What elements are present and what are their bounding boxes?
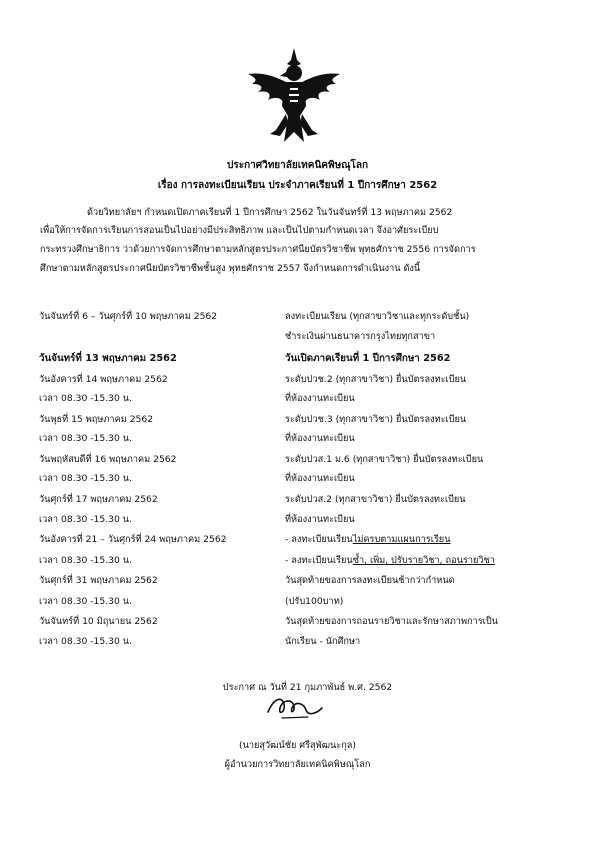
schedule-date: วันจันทร์ที่ 6 – วันศุกร์ที่ 10 พฤษภาคม 2562 bbox=[39, 311, 218, 322]
schedule-time: เวลา 08.30 -15.30 น. bbox=[39, 636, 132, 647]
schedule-date: วันจันทร์ที่ 13 พฤษภาคม 2562 bbox=[39, 353, 177, 364]
signature-icon bbox=[260, 690, 330, 724]
schedule-activity: ระดับปวช.3 (ทุกสาขาวิชา) ยื่นบัตรลงทะเบียน bbox=[285, 414, 467, 425]
schedule-row bbox=[0, 372, 595, 392]
announcement-subject: เรื่อง การลงทะเบียนเรียน ประจำภาคเรียนที่ 1 ปีการศึกษา 2562 bbox=[157, 180, 438, 191]
activity-underlined: ซ้ำ, เพิ่ม, ปรับรายวิชา, ถอนรายวิชา bbox=[352, 555, 495, 566]
schedule-date: วันศุกร์ที่ 17 พฤษภาคม 2562 bbox=[39, 494, 158, 505]
intro-line-4: ศึกษาตามหลักสูตรประกาศนียบัตรวิชาชีพชั้นสูง พุทธศักราช 2557 จึงกำหนดการดำเนินงาน ดังนี้ bbox=[40, 263, 421, 274]
schedule-row bbox=[0, 573, 595, 593]
schedule-row bbox=[0, 553, 595, 573]
schedule-activity: นักเรียน - นักศึกษา bbox=[285, 636, 361, 647]
announcement-title: ประกาศวิทยาลัยเทคนิคพิษณุโลก bbox=[226, 160, 368, 171]
schedule-activity: ระดับปวช.2 (ทุกสาขาวิชา) ยื่นบัตรลงทะเบียน bbox=[285, 374, 467, 385]
signer-name: (นายสุวัฒน์ชัย ศรีสุพัฒนะกุล) bbox=[238, 740, 356, 751]
schedule-activity: วันสุดท้ายของการลงทะเบียนช้ากว่ากำหนด bbox=[285, 575, 455, 586]
schedule-row bbox=[0, 532, 595, 552]
schedule-date: วันพุธที่ 15 พฤษภาคม 2562 bbox=[39, 414, 154, 425]
schedule-row bbox=[0, 471, 595, 491]
schedule-activity: ที่ห้องงานทะเบียน bbox=[285, 514, 355, 525]
schedule-activity: ระดับปวส.1 ม.6 (ทุกสาขาวิชา) ยื่นบัตรลงทะเบียน bbox=[285, 454, 484, 465]
schedule-row bbox=[0, 452, 595, 472]
schedule-row bbox=[0, 634, 595, 654]
schedule-date: วันศุกร์ที่ 31 พฤษภาคม 2562 bbox=[39, 575, 158, 586]
garuda-emblem-icon bbox=[234, 46, 354, 146]
schedule-time: เวลา 08.30 -15.30 น. bbox=[39, 433, 132, 444]
schedule-row bbox=[0, 391, 595, 411]
schedule-row bbox=[0, 492, 595, 512]
activity-prefix: - ลงทะเบียนเรียน bbox=[285, 555, 353, 566]
schedule-date: วันจันทร์ที่ 10 มิถุนายน 2562 bbox=[39, 616, 158, 627]
signer-position: ผู้อำนวยการวิทยาลัยเทคนิคพิษณุโลก bbox=[224, 759, 371, 770]
activity-underlined: ไม่ครบตามแผนการเรียน bbox=[352, 534, 451, 545]
schedule-date: วันอังคารที่ 14 พฤษภาคม 2562 bbox=[39, 374, 168, 385]
schedule-time: เวลา 08.30 -15.30 น. bbox=[39, 514, 132, 525]
schedule-date: วันอังคารที่ 21 – วันศุกร์ที่ 24 พฤษภาคม 2562 bbox=[39, 534, 227, 545]
schedule-row bbox=[0, 309, 595, 329]
schedule-activity: ที่ห้องงานทะเบียน bbox=[285, 433, 355, 444]
schedule-activity: ลงทะเบียนเรียน (ทุกสาขาวิชาและทุกระดับชั้น) bbox=[285, 311, 470, 322]
schedule-time: เวลา 08.30 -15.30 น. bbox=[39, 473, 132, 484]
schedule-row bbox=[0, 512, 595, 532]
schedule-row bbox=[0, 614, 595, 634]
schedule-time: เวลา 08.30 -15.30 น. bbox=[39, 555, 132, 566]
schedule-activity: ที่ห้องงานทะเบียน bbox=[285, 473, 355, 484]
schedule-row bbox=[0, 412, 595, 432]
announcement-date: ประกาศ ณ วันที่ 21 กุมภาพันธ์ พ.ศ. 2562 bbox=[222, 682, 393, 693]
schedule-time: เวลา 08.30 -15.30 น. bbox=[39, 393, 132, 404]
schedule-row bbox=[0, 351, 595, 371]
schedule-activity: ระดับปวส.2 (ทุกสาขาวิชา) ยื่นบัตรลงทะเบียน bbox=[285, 494, 466, 505]
schedule-activity: วันเปิดภาคเรียนที่ 1 ปีการศึกษา 2562 bbox=[285, 353, 451, 364]
schedule-activity: (ปรับ100บาท) bbox=[285, 596, 344, 607]
schedule-date: วันพฤหัสบดีที่ 16 พฤษภาคม 2562 bbox=[39, 454, 177, 465]
schedule-row bbox=[0, 594, 595, 614]
schedule-activity bbox=[285, 553, 495, 568]
schedule-activity: ชำระเงินผ่านธนาคารกรุงไทยทุกสาขา bbox=[285, 331, 436, 342]
schedule-row bbox=[0, 329, 595, 349]
schedule-activity bbox=[285, 532, 450, 547]
schedule-activity: ที่ห้องงานทะเบียน bbox=[285, 393, 355, 404]
schedule-row bbox=[0, 431, 595, 451]
schedule-time: เวลา 08.30 -15.30 น. bbox=[39, 596, 132, 607]
schedule-activity: วันสุดท้ายของการถอนรายวิชาและรักษาสภาพการเป็น bbox=[285, 616, 498, 627]
activity-prefix: - ลงทะเบียนเรียน bbox=[285, 534, 353, 545]
intro-line-2: เพื่อให้การจัดการเรียนการสอนเป็นไปอย่างมีประสิทธิภาพ และเป็นไปตามกำหนดเวลา จึงอาศัยระเบียบ bbox=[40, 225, 439, 236]
intro-line-3: กระทรวงศึกษาธิการ ว่าด้วยการจัดการศึกษาตามหลักสูตรประกาศนียบัตรวิชาชีพ พุทธศักราช 2556 การจัดการ bbox=[40, 244, 476, 255]
intro-line-1: ด้วยวิทยาลัยฯ กำหนดเปิดภาคเรียนที่ 1 ปีการศึกษา 2562 ในวันจันทร์ที่ 13 พฤษภาคม 2562 bbox=[87, 207, 453, 218]
